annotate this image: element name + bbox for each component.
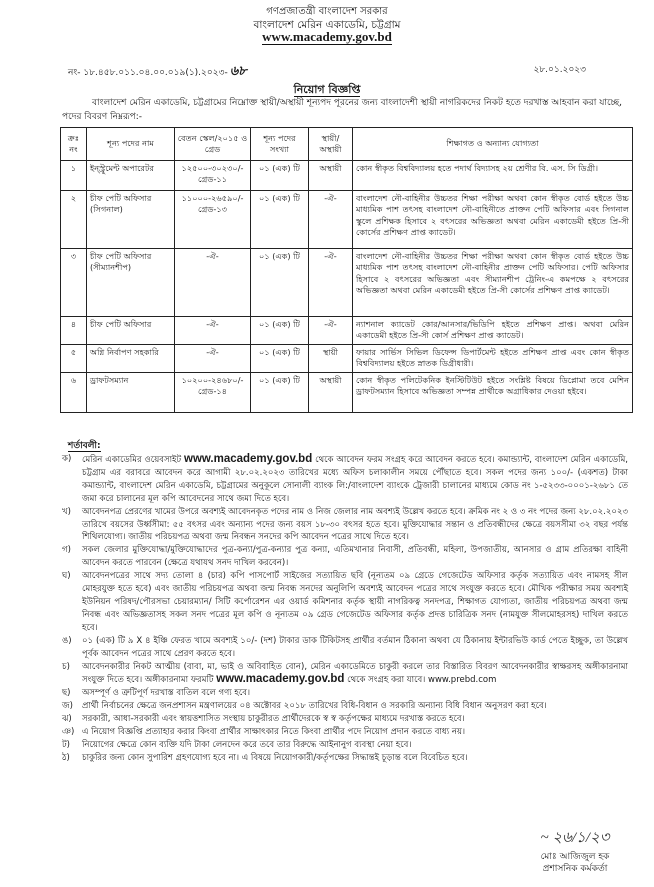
cell-scale: ১২৫০০-৩০২৩০/- গ্রেড-১১ bbox=[175, 161, 251, 191]
table-row bbox=[61, 373, 633, 413]
term-text: মেরিন একাডেমির ওয়েবসাইট bbox=[82, 455, 182, 465]
cell-post: চীফ পেটি অফিসার (সীম্যানশীপ) bbox=[87, 249, 175, 317]
term-item bbox=[62, 635, 628, 661]
table-row bbox=[61, 161, 633, 191]
col-scale: বেতন স্কেল/২০১৫ ও গ্রেড bbox=[175, 128, 251, 161]
term-item bbox=[62, 713, 628, 726]
term-label: ঠ) bbox=[62, 752, 70, 763]
signatory-name: মোঃ আজিজুল হক bbox=[540, 852, 610, 862]
col-qualification: শিক্ষাগত ও অন্যান্য যোগ্যতা bbox=[353, 128, 633, 161]
cell-scale: ১০২০০-২৪৬৮০/- গ্রেড-১৪ bbox=[175, 373, 251, 413]
signatory-title: প্রশাসনিক কর্মকর্তা bbox=[542, 864, 608, 874]
term-item bbox=[62, 506, 628, 545]
cell-qualification: ফায়ার সার্ভিস সিভিল ডিফেন্স ডিপার্টমেন্ট হইতে প্রশিক্ষণ প্রাপ্ত এবং কোন স্বীকৃত বিশ্ববিদ্যালয় হইতে স্নাতক ডিগ্রীধারী। bbox=[353, 345, 633, 373]
signature-block bbox=[500, 826, 650, 875]
cell-qualification: বাংলাদেশ নৌ-বাহিনীর উচ্চতর শিক্ষা পরীক্ষা অথবা কোন স্বীকৃত বোর্ড হইতে উচ্চ মাধ্যমিক পাশ তৎসহ বাংলাদেশ নৌ-বাহিনীতে প্রাক্তন পেটি অফিসার এবং সিগনাল স্কুলে প্রশিক্ষক হিসাবে ২ বৎসরের অভিজ্ঞতা অথবা মেরিন একাডেমী হইতে প্রি-সী কোর্সের প্রশিক্ষণ প্রাপ্ত ক্যাডেট। bbox=[353, 191, 633, 249]
term-label: গ) bbox=[62, 545, 71, 556]
term-item bbox=[62, 752, 628, 765]
table-row bbox=[61, 317, 633, 345]
term-text: আবেদনকারীর নিকট আত্মীয় (বাবা, মা, ভাই ও অবিবাহিত বোন), মেরিন একাডেমিতে চাকুরী করলে তার বিস্তারিত বিবরণ আবেদনকারীর স্বাক্ষরসহ অঙ্গীকারনামা সংযুক্ত দিতে হবে। অঙ্গীকারনামা ফরমটি bbox=[82, 661, 628, 686]
website-link[interactable]: www.macademy.gov.bd bbox=[216, 673, 345, 686]
website-text: www.macademy.gov.bd bbox=[262, 29, 392, 44]
vacancy-table bbox=[60, 127, 633, 413]
col-post: শূন্য পদের নাম bbox=[87, 128, 175, 161]
term-item bbox=[62, 726, 628, 739]
government-line: গণপ্রজাতন্ত্রী বাংলাদেশ সরকার bbox=[266, 6, 388, 17]
col-serial: ক্রঃ নং bbox=[61, 128, 87, 161]
term-text: অসম্পূর্ণ ও ত্রুটিপূর্ণ দরখাস্ত বাতিল বলে গণ্য হবে। bbox=[82, 688, 251, 699]
website-link[interactable] bbox=[0, 29, 654, 45]
term-text-cont: থেকে আবেদন ফরম সংগ্রহ করে আবেদন করতে হবে। কমান্ড্যান্ট, বাংলাদেশ মেরিন একাডেমি, চট্টগ্রাম এর বরাবরে আবেদন করে আগামী ২৮.০২.২০২৩ তারিখের মধ্যে অফিস চলাকালীন সময়ে পৌঁছাতে হবে। সকল পদের জন্য ১০০/- (একশত) টাকা কমান্ড্যান্ট, বাংলাদেশ মেরিন একাডেমি, চট্টগ্রামের অনুকূলে সোনালী ব্যাংক লি:/বাংলাদেশ ব্যাংকে ট্রেজারী চালানের মাধ্যমে কোড নং ১-৫২৩৩-০০০১-২৬৮১ তে জমা করে চালানের মূল কপি আবেদনের সাথে জমা দিতে হবে। bbox=[82, 455, 629, 504]
cell-status: অস্থায়ী bbox=[309, 373, 353, 413]
term-text: সরকারী, আধা-সরকারী এবং স্বায়ত্তশাসিত সংস্থায় চাকুরীরত প্রার্থীদেরকে স্ব স্ব কর্তৃপক্ষের মাধ্যমে দরখাস্ত করতে হবে। bbox=[82, 714, 465, 725]
table-row bbox=[61, 345, 633, 373]
term-item bbox=[62, 739, 628, 752]
cell-serial: ১ bbox=[61, 161, 87, 191]
term-label: ট) bbox=[62, 739, 70, 750]
cell-serial: ৩ bbox=[61, 249, 87, 317]
table-row bbox=[61, 249, 633, 317]
handwritten-signature: ~ ২৬/১/২৩ bbox=[540, 830, 610, 846]
cell-status: স্থায়ী bbox=[309, 345, 353, 373]
intro-paragraph: বাংলাদেশ মেরিন একাডেমি, চট্টগ্রামের নিম্নোক্ত স্থায়ী/অস্থায়ী শূন্যপদ পূরনের জন্য বাংলাদেশী স্থায়ী নাগরিকদের নিকট হতে দরখাস্ত আহবান করা যাচ্ছে, পদের বিবরণ নিম্নরূপ:- bbox=[62, 98, 622, 122]
cell-post: ইন্স্ট্রুমেন্ট অপারেটর bbox=[87, 161, 175, 191]
cell-count: ০১ (এক) টি bbox=[251, 249, 309, 317]
term-label: ঙ) bbox=[62, 635, 72, 646]
cell-scale: ১১০০০-২৬৫৯০/- গ্রেড-১৩ bbox=[175, 191, 251, 249]
term-label: ঘ) bbox=[62, 571, 71, 582]
cell-qualification: কোন স্বীকৃত বিশ্ববিদ্যালয় হতে পদার্থ বিদ্যাসহ ২য় শ্রেণীর বি. এস. সি ডিগ্রী। bbox=[353, 161, 633, 191]
cell-scale: -ঐ- bbox=[175, 345, 251, 373]
cell-count: ০১ (এক) টি bbox=[251, 373, 309, 413]
term-label: চ) bbox=[62, 661, 70, 672]
cell-count: ০১ (এক) টি bbox=[251, 345, 309, 373]
term-item bbox=[62, 570, 628, 635]
cell-count: ০১ (এক) টি bbox=[251, 191, 309, 249]
term-item bbox=[62, 687, 628, 700]
term-label: জ) bbox=[62, 701, 73, 712]
term-text: আবেদনপত্র প্রেরণের খামের উপরে অবশ্যই আবেদনকৃত পদের নাম ও নিজ জেলার নাম অবশ্যই উল্লেখ করতে হবে। ক্রমিক নং ২ ও ৩ নং পদের জন্য ২৮.০২.২০২৩ তারিখে বয়সের উর্ধ্বসীমা: ৫৫ বৎসর এবং অন্যান্য পদের জন্য বয়স ১৮-৩০ বৎসর হতে হবে। মুক্তিযোদ্ধার সন্তান ও প্রতিবন্ধীদের ক্ষেত্রে বয়সসীমা ৩২ বছর পর্যন্ত শিথিলযোগ্য। জাতীয় পরিচয়পত্র অথবা জন্ম নিবন্ধন সনদের কপি আবেদন পত্রের সাথে দিতে হবে। bbox=[82, 506, 628, 543]
cell-qualification: কোন স্বীকৃত পলিটেকনিক ইনস্টিটিউট হইতে সংশ্লিষ্ট বিষয়ে ডিপ্লোমা তবে মেশিন ড্রাফটসম্যান হিসাবে অভিজ্ঞতা সম্পন্ন প্রার্থীকে অগ্রাধিকার দেওয়া হইবে। bbox=[353, 373, 633, 413]
term-label: ক) bbox=[62, 454, 72, 464]
memo-date: ২৮.০১.২০২৩ bbox=[533, 65, 586, 75]
cell-post: ড্রাফটসম্যান bbox=[87, 373, 175, 413]
term-text: এ নিয়োগ বিজ্ঞপ্তি প্রত্যাহার করার কিংবা প্রার্থীর সাক্ষাৎকার নিতে কিংবা প্রার্থীর পদে নিয়োগ প্রদান করতে বাধ্য নয়। bbox=[82, 727, 465, 738]
cell-scale: -ঐ- bbox=[175, 317, 251, 345]
term-item bbox=[62, 453, 628, 506]
cell-serial: ৪ bbox=[61, 317, 87, 345]
term-label: ছ) bbox=[62, 688, 71, 699]
cell-count: ০১ (এক) টি bbox=[251, 161, 309, 191]
table-row bbox=[61, 191, 633, 249]
cell-post: চীফ পেটি অফিসার (সিগনাল) bbox=[87, 191, 175, 249]
term-text: আবেদনপত্রের সাথে সদ্য তোলা ৪ (চার) কপি পাসপোর্ট সাইজের সত্যায়িত ছবি (নূন্যতম ০৯ গ্রেডে গেজেটেড অফিসার কর্তৃক সত্যায়িত এবং নামসহ সীল মোহরযুক্ত হতে হবে) এবং জাতীয় পরিচয়পত্র অথবা জন্ম নিবন্ধ সনদের অনুলিপি অবশ্যই আবেদন পত্রের সাথে সংযুক্ত করতে হবে। মৌখিক পরীক্ষার সময় অবশ্যই ইউনিয়ন পরিষদ/পৌরসভা চেয়ারম্যান/ সিটি কর্পোরেশন এর ওয়ার্ড কমিশনার কর্তৃক স্থায়ী নাগরিকত্ব সনদপত্র, শিক্ষাগত যোগ্যতা, জাতীয় পরিচয়পত্র অথবা জন্ম নিবন্ধ এবং অভিজ্ঞতাসহ সকল সনদ পত্রের মূল কপি ও নূন্যতম ০৯ গ্রেড গেজেটেড অফিসার কর্তৃক প্রদত্ত চারিত্রিক সনদ (নামযুক্ত সীলমোহরসহ) দাখিল করতে হবে। bbox=[82, 571, 628, 633]
notice-title-text: নিয়োগ বিজ্ঞপ্তি bbox=[293, 83, 361, 96]
cell-serial: ৫ bbox=[61, 345, 87, 373]
memo-number-text: নং- ১৮.৪৫৮.০১১.০৪.০০.০১৯(১).২০২৩- bbox=[68, 68, 228, 78]
term-text: চাকুরির জন্য কোন সুপারিশ গ্রহণযোগ্য হবে না। এ বিষয়ে নিয়োগকারী/কর্তৃপক্ষের সিদ্ধান্তই চূড়ান্ত বলে বিবেচিত হবে। bbox=[82, 752, 468, 763]
term-label: খ) bbox=[62, 506, 71, 517]
term-text: প্রার্থী নির্বাচনের ক্ষেত্রে জনপ্রশাসন মন্ত্রণালয়ের ০৪ অক্টোবর ২০১৮ তারিখের বিধি-বিধান ও সরকারি অন্যান্য বিধি বিধান অনুসরণ করা হবে। bbox=[82, 701, 547, 712]
terms-list bbox=[62, 453, 628, 765]
term-text: সকল জেলার মুক্তিযোদ্ধা/মুক্তিযোদ্ধাদের পুত্র-কন্যা/পুত্র-কন্যার পুত্র কন্যা, এতিমখানার নিবাসী, প্রতিবন্ধী, মহিলা, উপজাতীয়, আনসার ও গ্রাম প্রতিরক্ষা বাহিনী আবেদন করতে পারবেন (ক্ষেত্রে যথাযথ সনদ দাখিল করবেন)। bbox=[82, 545, 628, 569]
cell-status: -ঐ- bbox=[309, 317, 353, 345]
cell-post: চীফ পেটি অফিসার bbox=[87, 317, 175, 345]
cell-status: -ঐ- bbox=[309, 249, 353, 317]
term-item bbox=[62, 544, 628, 570]
term-item bbox=[62, 700, 628, 713]
cell-qualification: ন্যাশনাল ক্যাডেট কোর/আনসার/ভিডিপি হইতে প্রশিক্ষণ প্রাপ্ত। অথবা মেরিন একাডেমী হইতে প্রি-সী কোর্স প্রশিক্ষণ প্রাপ্ত ক্যাডেট। bbox=[353, 317, 633, 345]
term-label: ঞ) bbox=[62, 727, 75, 738]
term-label: ঝ) bbox=[62, 714, 72, 725]
term-item bbox=[62, 661, 628, 688]
organization-line: বাংলাদেশ মেরিন একাডেমি, চট্টগ্রাম bbox=[253, 19, 401, 31]
terms-heading bbox=[68, 438, 101, 453]
cell-scale: -ঐ- bbox=[175, 249, 251, 317]
website-link[interactable]: www.macademy.gov.bd bbox=[184, 453, 313, 465]
term-text: নিয়োগের ক্ষেত্রে কোন ব্যক্তি যদি টাকা লেনদেন করে তবে তার বিরুদ্ধে আইনানুগ ব্যবস্থা নেয়া হবে। bbox=[82, 739, 412, 750]
cell-status: -ঐ- bbox=[309, 191, 353, 249]
cell-post: অগ্নি নির্বাপণ সহকারি bbox=[87, 345, 175, 373]
col-count: শূন্য পদের সংখ্যা bbox=[251, 128, 309, 161]
table-header-row bbox=[61, 128, 633, 161]
cell-status: অস্থায়ী bbox=[309, 161, 353, 191]
cell-count: ০১ (এক) টি bbox=[251, 317, 309, 345]
col-status: স্থায়ী/ অস্থায়ী bbox=[309, 128, 353, 161]
memo-serial-handwritten: ৬৮ bbox=[229, 64, 247, 79]
term-text: ০১ (এক) টি ৯ X ৪ ইঞ্চি ফেরত খামে অবশ্যই ১০/- (দশ) টাকার ডাক টিকিটসহ প্রার্থীর বর্তমান ঠিকানা অথবা যে ঠিকানায় ইন্টারভিউ কার্ড পেতে ইচ্ছুক, তা উল্লেখ পূর্বক আবেদন পত্রের সাথে প্রেরণ করতে হবে। bbox=[82, 635, 628, 659]
cell-serial: ২ bbox=[61, 191, 87, 249]
cell-serial: ৬ bbox=[61, 373, 87, 413]
cell-qualification: বাংলাদেশ নৌ-বাহিনীর উচ্চতর শিক্ষা পরীক্ষা অথবা কোন স্বীকৃত বোর্ড হইতে উচ্চ মাধ্যমিক পাশ তৎসহ বাংলাদেশ নৌ-বাহিনীর প্রাক্তন পেটি অফিসার। পেটি অফিসার হিসাবে ২ বৎসরের অভিজ্ঞতা এবং সীম্যানশীপ ট্রেনিং-এ কমপক্ষে ২ বৎসরের অভিজ্ঞতা অথবা মেরিন একাডেমী হইতে প্রি-সী কোর্সের প্রশিক্ষণ প্রাপ্ত ক্যাডেট। bbox=[353, 249, 633, 317]
terms-heading-text: শর্তাবলী: bbox=[68, 441, 101, 451]
term-text-cont: থেকে সংগ্রহ করা যাবে। www.prebd.com bbox=[347, 675, 497, 686]
